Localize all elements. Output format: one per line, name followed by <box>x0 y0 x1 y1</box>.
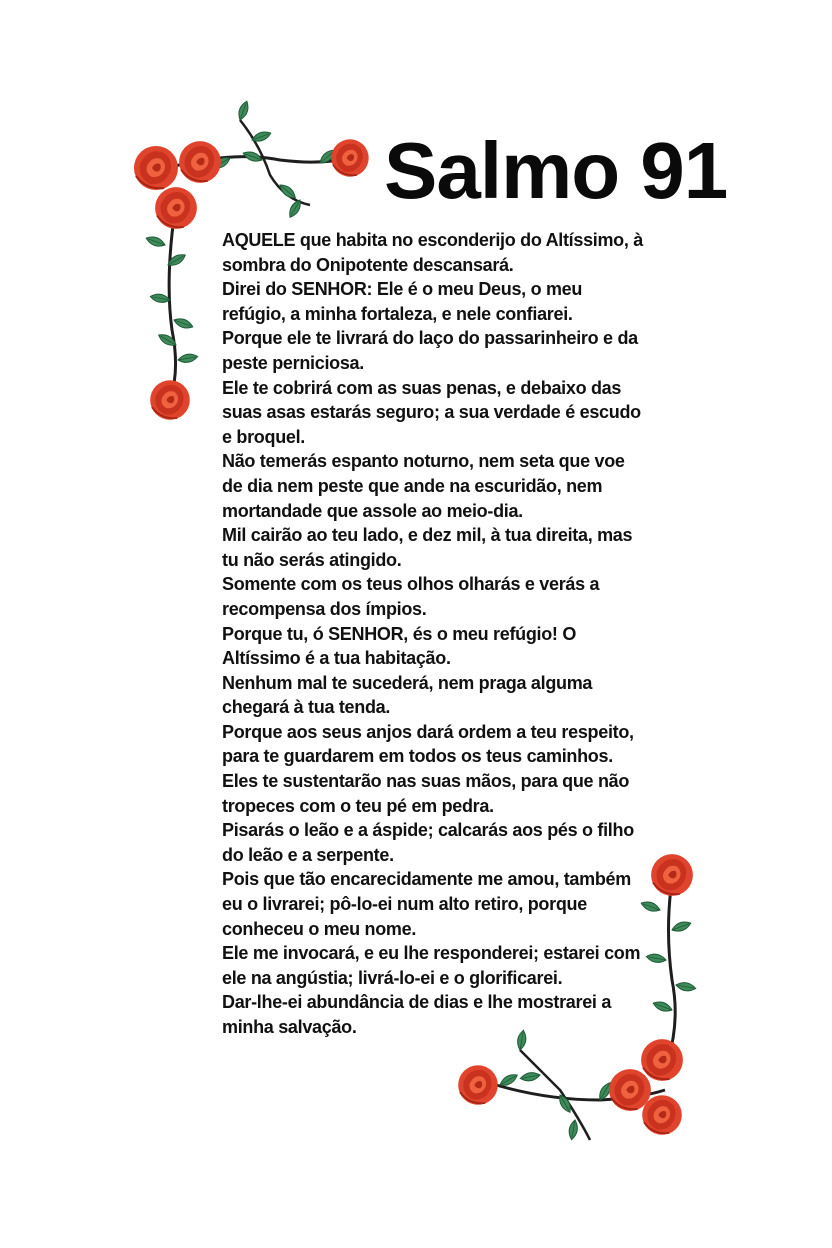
verse-line: Dar-lhe-ei abundância de dias e lhe mostrarei a <box>222 992 612 1013</box>
verse-line: Pois que tão encarecidamente me amou, também <box>222 869 631 890</box>
verse-line: sombra do Onipotente descansará. <box>222 254 514 275</box>
verse-line: eu o livrarei; pô-lo-ei num alto retiro, porque <box>222 894 587 915</box>
verse-line: do leão e a serpente. <box>222 844 394 865</box>
verse-line: recompensa dos ímpios. <box>222 598 427 619</box>
verse-line: tropeces com o teu pé em pedra. <box>222 795 494 816</box>
verse-line: ele na angústia; livrá-lo-ei e o glorificarei. <box>222 967 563 988</box>
verse-line: de dia nem peste que ande na escuridão, nem <box>222 475 603 496</box>
verse-line: conheceu o meu nome. <box>222 918 417 939</box>
verse-line: Somente com os teus olhos olharás e verás a <box>222 574 600 595</box>
verse-line: Porque ele te livrará do laço do passarinheiro e da <box>222 328 638 349</box>
verse-line: tu não serás atingido. <box>222 549 402 570</box>
verse-line: mortandade que assole ao meio-dia. <box>222 500 523 521</box>
verse-line: AQUELE que habita no esconderijo do Altíssimo, à <box>222 230 643 250</box>
verse-line: chegará à tua tenda. <box>222 697 391 718</box>
verse-line: Direi do SENHOR: Ele é o meu Deus, o meu <box>222 279 583 300</box>
verse-line: Mil cairão ao teu lado, e dez mil, à tua direita, mas <box>222 525 633 546</box>
verse-line: Não temerás espanto noturno, nem seta que voe <box>222 451 625 472</box>
psalm-text <box>222 228 642 1040</box>
verse-line: Pisarás o leão e a áspide; calcarás aos pés o filho <box>222 820 634 841</box>
verse-line: Altíssimo é a tua habitação. <box>222 648 451 669</box>
verse-line: Nenhum mal te sucederá, nem praga alguma <box>222 672 593 693</box>
verse-line: para te guardarem em todos os teus caminhos. <box>222 746 613 767</box>
verse-line: Porque aos seus anjos dará ordem a teu respeito, <box>222 721 634 742</box>
verse-line: Porque tu, ó SENHOR, és o meu refúgio! O <box>222 623 577 644</box>
verse-line: Ele te cobrirá com as suas penas, e debaixo das <box>222 377 622 398</box>
verse-line: e broquel. <box>222 426 306 447</box>
page-title: Salmo 91 <box>384 126 728 215</box>
verse-line: minha salvação. <box>222 1017 357 1037</box>
verse-line: peste perniciosa. <box>222 352 364 373</box>
verse-line: suas asas estarás seguro; a sua verdade é escudo <box>222 402 641 423</box>
verse-line: refúgio, a minha fortaleza, e nele confiarei. <box>222 303 573 324</box>
verse-line: Ele me invocará, e eu lhe responderei; estarei com <box>222 943 641 964</box>
verse-line: Eles te sustentarão nas suas mãos, para que não <box>222 771 630 792</box>
